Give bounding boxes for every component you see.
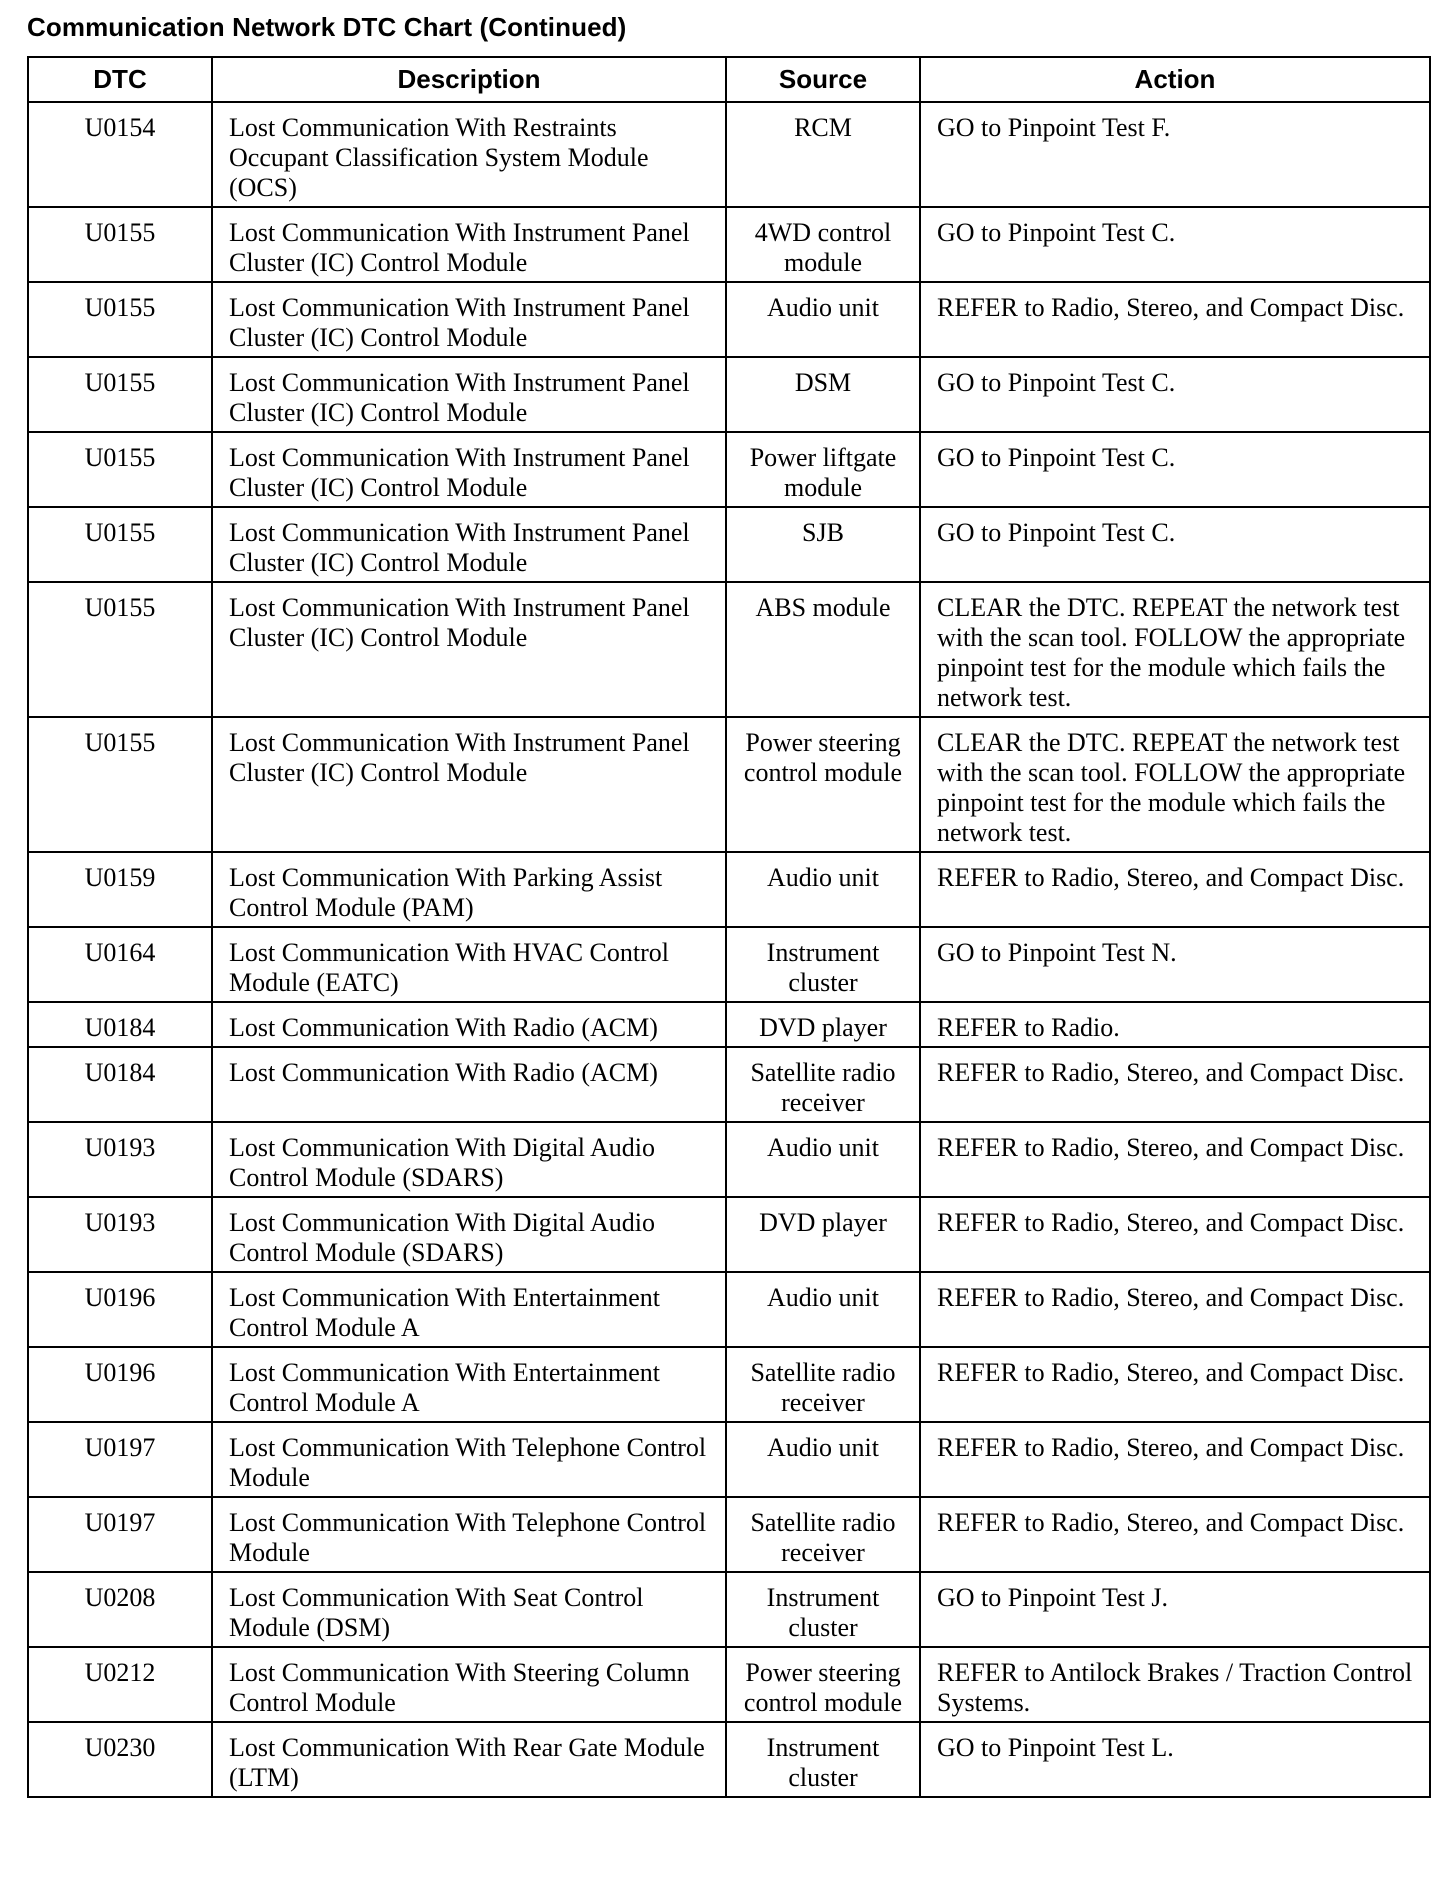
cell-description: Lost Communication With Seat Control Module (DSM) xyxy=(212,1572,726,1647)
cell-source: Instrument cluster xyxy=(726,927,920,1002)
table-row xyxy=(28,357,1430,432)
cell-action: GO to Pinpoint Test N. xyxy=(920,927,1430,1002)
cell-dtc: U0184 xyxy=(28,1002,212,1047)
cell-action: REFER to Radio, Stereo, and Compact Disc. xyxy=(920,1047,1430,1122)
cell-action: REFER to Radio, Stereo, and Compact Disc. xyxy=(920,282,1430,357)
cell-dtc: U0155 xyxy=(28,207,212,282)
cell-source: Power steering control module xyxy=(726,717,920,852)
header-description: Description xyxy=(212,57,726,102)
table-row xyxy=(28,507,1430,582)
cell-source: Audio unit xyxy=(726,1122,920,1197)
cell-dtc: U0155 xyxy=(28,507,212,582)
table-row xyxy=(28,102,1430,207)
cell-source: Power liftgate module xyxy=(726,432,920,507)
cell-dtc: U0230 xyxy=(28,1722,212,1797)
cell-source: RCM xyxy=(726,102,920,207)
cell-dtc: U0196 xyxy=(28,1347,212,1422)
cell-dtc: U0196 xyxy=(28,1272,212,1347)
cell-source: Satellite radio receiver xyxy=(726,1047,920,1122)
cell-action: GO to Pinpoint Test C. xyxy=(920,507,1430,582)
cell-action: GO to Pinpoint Test J. xyxy=(920,1572,1430,1647)
cell-source: Audio unit xyxy=(726,1422,920,1497)
cell-description: Lost Communication With Parking Assist Control Module (PAM) xyxy=(212,852,726,927)
table-row xyxy=(28,1272,1430,1347)
cell-dtc: U0155 xyxy=(28,282,212,357)
table-row xyxy=(28,717,1430,852)
cell-description: Lost Communication With Instrument Panel Cluster (IC) Control Module xyxy=(212,207,726,282)
cell-source: DSM xyxy=(726,357,920,432)
cell-action: REFER to Antilock Brakes / Traction Control Systems. xyxy=(920,1647,1430,1722)
cell-dtc: U0155 xyxy=(28,357,212,432)
page-title: Communication Network DTC Chart (Continued) xyxy=(27,12,627,42)
cell-dtc: U0197 xyxy=(28,1422,212,1497)
cell-description: Lost Communication With Instrument Panel Cluster (IC) Control Module xyxy=(212,717,726,852)
cell-dtc: U0212 xyxy=(28,1647,212,1722)
table-row xyxy=(28,1002,1430,1047)
cell-source: DVD player xyxy=(726,1197,920,1272)
table-row xyxy=(28,432,1430,507)
cell-source: Satellite radio receiver xyxy=(726,1347,920,1422)
cell-description: Lost Communication With Rear Gate Module (LTM) xyxy=(212,1722,726,1797)
cell-description: Lost Communication With Digital Audio Control Module (SDARS) xyxy=(212,1197,726,1272)
cell-source: SJB xyxy=(726,507,920,582)
table-row xyxy=(28,1197,1430,1272)
cell-source: Instrument cluster xyxy=(726,1572,920,1647)
cell-dtc: U0193 xyxy=(28,1122,212,1197)
cell-dtc: U0184 xyxy=(28,1047,212,1122)
table-row xyxy=(28,927,1430,1002)
cell-source: Satellite radio receiver xyxy=(726,1497,920,1572)
cell-description: Lost Communication With Instrument Panel Cluster (IC) Control Module xyxy=(212,432,726,507)
cell-source: ABS module xyxy=(726,582,920,717)
cell-description: Lost Communication With Instrument Panel Cluster (IC) Control Module xyxy=(212,282,726,357)
cell-description: Lost Communication With HVAC Control Module (EATC) xyxy=(212,927,726,1002)
table-row xyxy=(28,852,1430,927)
cell-dtc: U0193 xyxy=(28,1197,212,1272)
cell-description: Lost Communication With Restraints Occupant Classification System Module (OCS) xyxy=(212,102,726,207)
cell-source: Instrument cluster xyxy=(726,1722,920,1797)
cell-source: 4WD control module xyxy=(726,207,920,282)
table-row xyxy=(28,1647,1430,1722)
table-row xyxy=(28,1122,1430,1197)
table-row xyxy=(28,1347,1430,1422)
cell-dtc: U0159 xyxy=(28,852,212,927)
table-row xyxy=(28,282,1430,357)
cell-description: Lost Communication With Instrument Panel Cluster (IC) Control Module xyxy=(212,507,726,582)
table-row xyxy=(28,1047,1430,1122)
cell-source: Audio unit xyxy=(726,282,920,357)
table-row xyxy=(28,1722,1430,1797)
cell-description: Lost Communication With Instrument Panel Cluster (IC) Control Module xyxy=(212,582,726,717)
cell-action: REFER to Radio, Stereo, and Compact Disc. xyxy=(920,1422,1430,1497)
cell-dtc: U0197 xyxy=(28,1497,212,1572)
table-row xyxy=(28,582,1430,717)
cell-description: Lost Communication With Radio (ACM) xyxy=(212,1002,726,1047)
cell-action: CLEAR the DTC. REPEAT the network test with the scan tool. FOLLOW the appropriate pinpoint test for the module which fails the network test. xyxy=(920,582,1430,717)
cell-dtc: U0155 xyxy=(28,717,212,852)
cell-action: REFER to Radio, Stereo, and Compact Disc. xyxy=(920,1197,1430,1272)
cell-action: REFER to Radio. xyxy=(920,1002,1430,1047)
cell-action: GO to Pinpoint Test L. xyxy=(920,1722,1430,1797)
cell-action: CLEAR the DTC. REPEAT the network test with the scan tool. FOLLOW the appropriate pinpoint test for the module which fails the network test. xyxy=(920,717,1430,852)
cell-action: REFER to Radio, Stereo, and Compact Disc. xyxy=(920,1347,1430,1422)
cell-description: Lost Communication With Radio (ACM) xyxy=(212,1047,726,1122)
header-dtc: DTC xyxy=(28,57,212,102)
cell-action: GO to Pinpoint Test C. xyxy=(920,357,1430,432)
dtc-table xyxy=(27,56,1431,1798)
table-row xyxy=(28,1422,1430,1497)
cell-description: Lost Communication With Instrument Panel Cluster (IC) Control Module xyxy=(212,357,726,432)
table-row xyxy=(28,1497,1430,1572)
cell-dtc: U0164 xyxy=(28,927,212,1002)
table-row xyxy=(28,1572,1430,1647)
cell-action: REFER to Radio, Stereo, and Compact Disc. xyxy=(920,1272,1430,1347)
cell-description: Lost Communication With Telephone Control Module xyxy=(212,1422,726,1497)
table-row xyxy=(28,207,1430,282)
cell-action: REFER to Radio, Stereo, and Compact Disc. xyxy=(920,852,1430,927)
cell-dtc: U0155 xyxy=(28,432,212,507)
cell-source: Audio unit xyxy=(726,852,920,927)
cell-source: Power steering control module xyxy=(726,1647,920,1722)
cell-action: REFER to Radio, Stereo, and Compact Disc. xyxy=(920,1122,1430,1197)
table-header-row xyxy=(28,57,1430,102)
cell-dtc: U0208 xyxy=(28,1572,212,1647)
header-action: Action xyxy=(920,57,1430,102)
cell-description: Lost Communication With Entertainment Control Module A xyxy=(212,1347,726,1422)
cell-action: REFER to Radio, Stereo, and Compact Disc. xyxy=(920,1497,1430,1572)
cell-source: Audio unit xyxy=(726,1272,920,1347)
header-source: Source xyxy=(726,57,920,102)
cell-description: Lost Communication With Entertainment Control Module A xyxy=(212,1272,726,1347)
cell-description: Lost Communication With Steering Column Control Module xyxy=(212,1647,726,1722)
cell-source: DVD player xyxy=(726,1002,920,1047)
cell-action: GO to Pinpoint Test F. xyxy=(920,102,1430,207)
cell-description: Lost Communication With Telephone Control Module xyxy=(212,1497,726,1572)
cell-dtc: U0154 xyxy=(28,102,212,207)
cell-dtc: U0155 xyxy=(28,582,212,717)
cell-action: GO to Pinpoint Test C. xyxy=(920,207,1430,282)
cell-description: Lost Communication With Digital Audio Control Module (SDARS) xyxy=(212,1122,726,1197)
cell-action: GO to Pinpoint Test C. xyxy=(920,432,1430,507)
